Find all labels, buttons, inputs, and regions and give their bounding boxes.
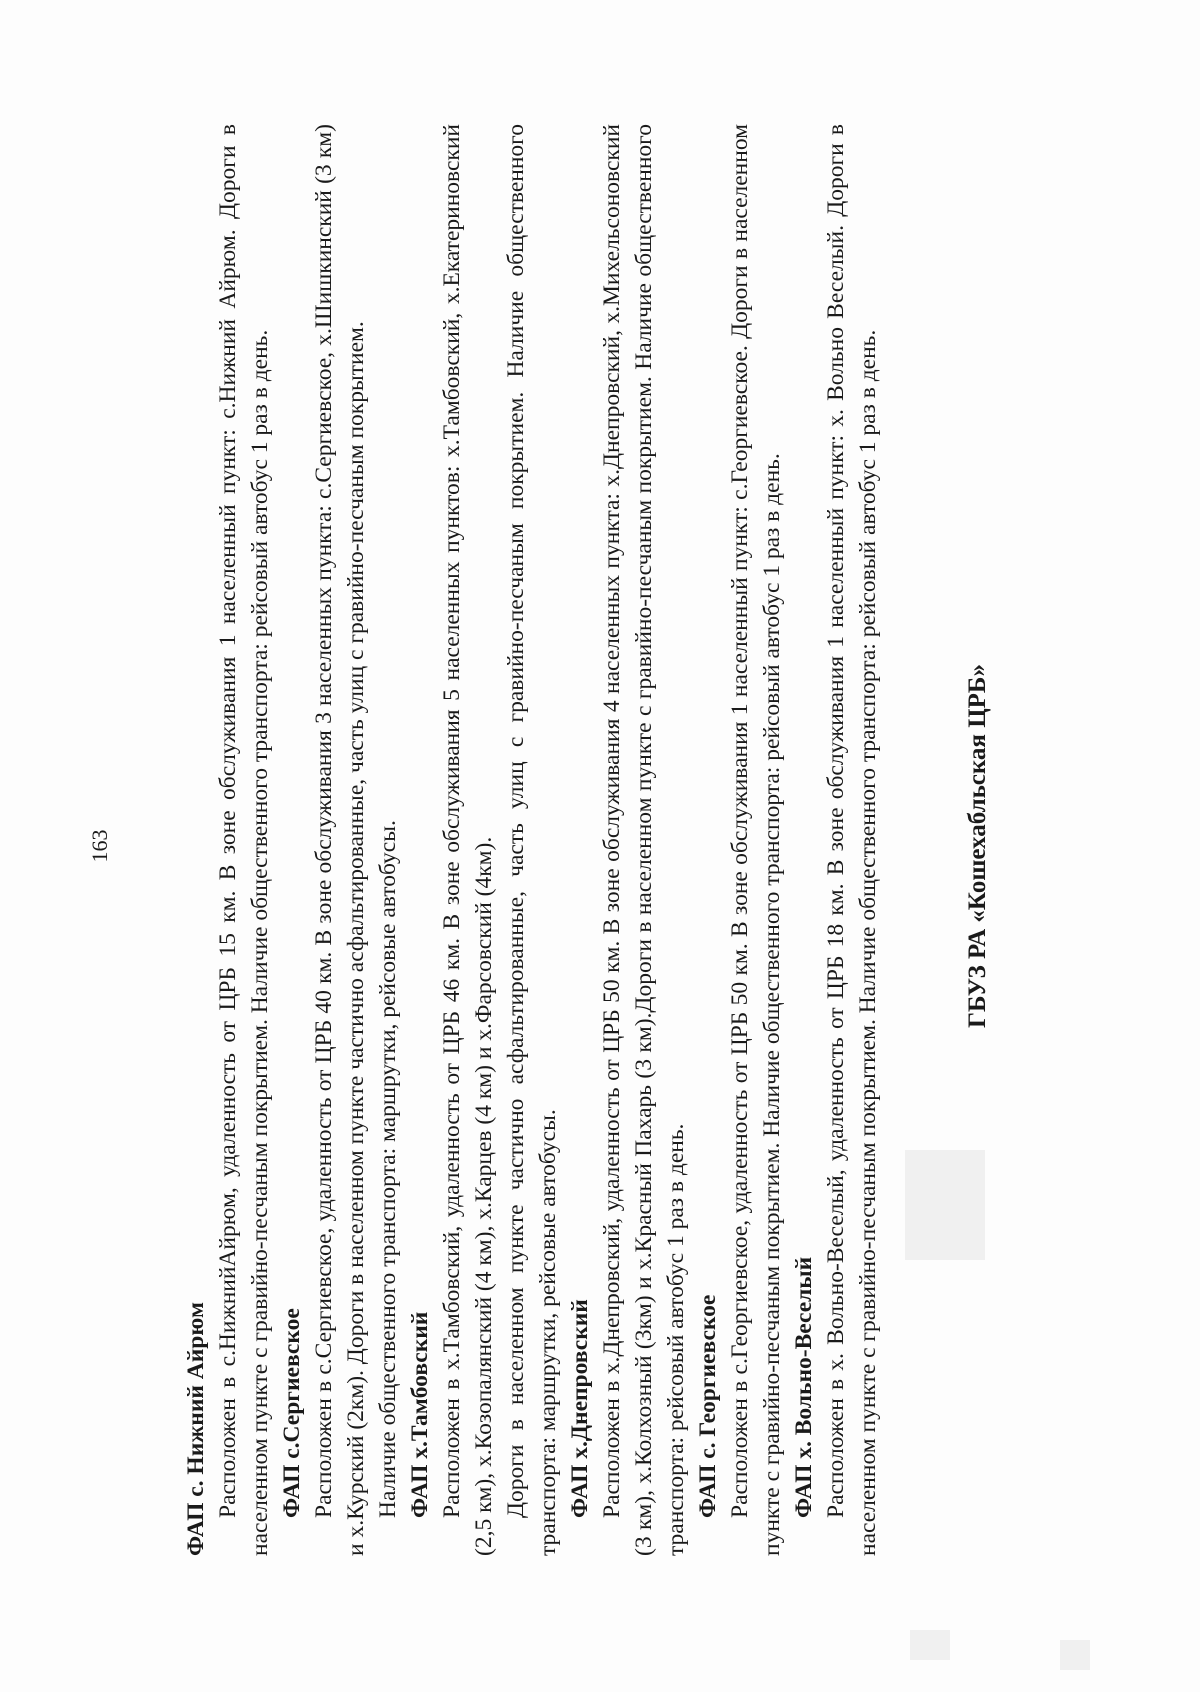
section-paragraph: Расположен в х.Тамбовский, удаленность от ЦРБ 46 км. В зоне обслуживания 5 населенных пунктов: х.Тамбовский, х.Екатериновский (2,5 км), х.Козопалянский (4 км), х.Карцев (4 км) и х.Фарсовский (4км). [439, 124, 497, 1556]
section-paragraph: Расположен в с.Георгиевское, удаленность от ЦРБ 50 км. В зоне обслуживания 1 населенный пункт: с.Георгиевское. Дороги в населенном пункте с гравийно-песчаным покрытием. Наличие общественного транспорта: рейсовый автобус 1 раз в день. [727, 124, 785, 1556]
page-number: 163 [87, 829, 112, 863]
section-paragraph: Расположен в с.НижнийАйрюм, удаленность от ЦРБ 15 км. В зоне обслуживания 1 населенный пункт: с.Нижний Айрюм. Дороги в населенном пункте с гравийно-песчаным покрытием. Наличие общественного транспорта: рейсовый автобус 1 раз в день. [215, 124, 273, 1556]
section-paragraph: Наличие общественного транспорта: маршрутки, рейсовые автобусы. [375, 820, 401, 1518]
section-heading: ФАП с.Сергиевское [279, 1308, 305, 1518]
section-heading: ФАП х. Вольно-Веселый [791, 1256, 817, 1518]
section-heading: ФАП х.Тамбовский [407, 1311, 433, 1518]
scan-smudge [905, 1150, 985, 1260]
section-paragraph: Расположен в х.Днепровский, удаленность от ЦРБ 50 км. В зоне обслуживания 4 населенных пункта: х.Днепровский, х.Михельсоновский (3 км), х.Колхозный (3км) и х.Красный Пахарь (3 км).Дороги в населенном пункте с гравийно-песчаным покрытием. Наличие общественного транспорта: рейсовый автобус 1 раз в день. [599, 124, 689, 1556]
scan-smudge [910, 1630, 950, 1660]
section-paragraph: Расположен в с.Сергиевское, удаленность от ЦРБ 40 км. В зоне обслуживания 3 населенных пункта: с.Сергиевское, х.Шишкинский (3 км) и х.Курский (2км). Дороги в населенном пункте частично асфальтированные, часть улиц с гравийно-песчаным покрытием. [311, 124, 369, 1556]
section-heading: ФАП с. Нижний Айрюм [183, 1301, 209, 1556]
next-section-title: ГБУЗ РА «Кошехабльская ЦРБ» [964, 664, 991, 1028]
rotated-text-block [180, 124, 884, 1556]
section-heading: ФАП с. Георгиевское [695, 1294, 721, 1518]
section-paragraph: Дороги в населенном пункте частично асфальтированные, часть улиц с гравийно-песчаным покрытием. Наличие общественного транспорта: маршрутки, рейсовые автобусы. [503, 124, 561, 1556]
scan-smudge [1060, 1640, 1090, 1670]
section-heading: ФАП х.Днепровский [567, 1299, 593, 1518]
section-paragraph: Расположен в х. Вольно-Веселый, удаленность от ЦРБ 18 км. В зоне обслуживания 1 населенный пункт: х. Вольно Веселый. Дороги в населенном пункте с гравийно-песчаным покрытием. Наличие общественного транспорта: рейсовый автобус 1 раз в день. [823, 124, 881, 1556]
